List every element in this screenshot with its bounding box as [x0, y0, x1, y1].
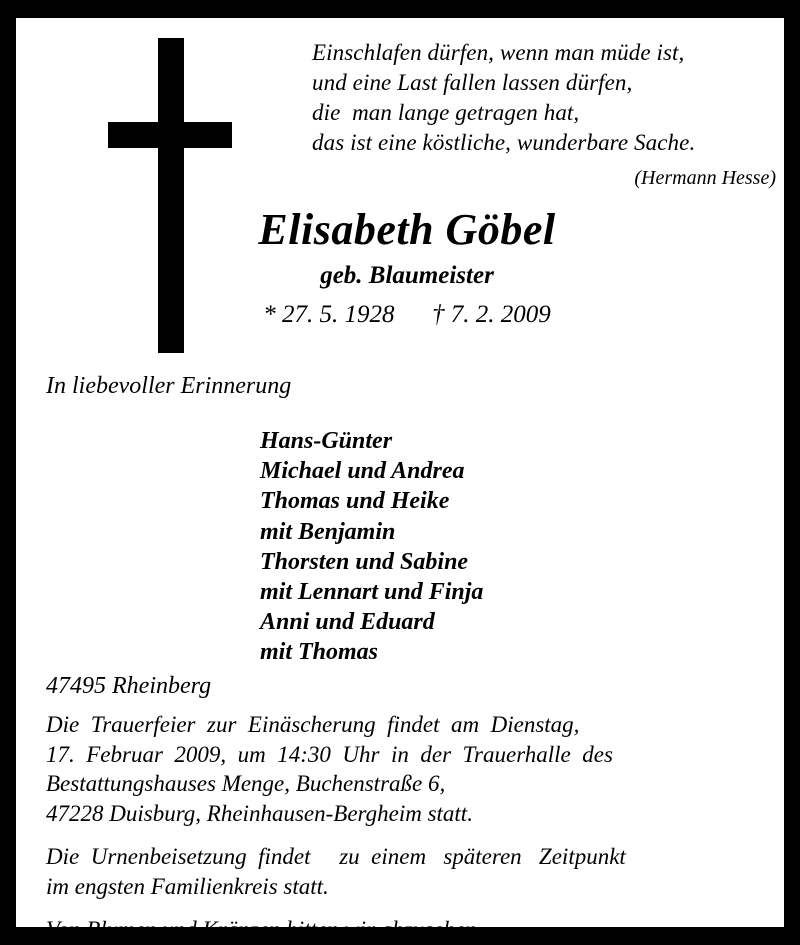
deceased-name: Elisabeth Göbel [258, 205, 556, 254]
obituary-paper [16, 18, 784, 942]
city-line: 47495 Rheinberg [46, 673, 212, 699]
list-item: mit Benjamin [260, 518, 396, 545]
deceased-name-block [16, 203, 784, 335]
list-item: Hans-Günter [260, 428, 393, 454]
list-item: mit Thomas [260, 639, 379, 666]
notices-block [46, 710, 774, 945]
urn-notice-line-1: Die Urnenbeisetzung findet zu einem späteren Zeitpunkt [46, 844, 626, 869]
list-item: Thomas und Heike [260, 488, 450, 515]
list-item: Michael und Andrea [260, 458, 465, 485]
funeral-notice-line-1: Die Trauerfeier zur Einäscherung findet am Dienstag, [46, 712, 580, 737]
list-item: mit Lennart und Finja [260, 579, 484, 606]
funeral-notice [46, 710, 774, 828]
list-item: Anni und Eduard [260, 609, 435, 636]
memory-line: In liebevoller Erinnerung [46, 373, 292, 399]
poem-line-1: Einschlafen dürfen, wenn man müde ist, [312, 40, 685, 65]
flowers-notice: Von Blumen und Kränzen bitten wir abzusehen. [46, 917, 483, 942]
cross-horizontal-bar [108, 122, 232, 148]
funeral-notice-line-4: 47228 Duisburg, Rheinhausen-Bergheim statt. [46, 800, 473, 826]
funeral-notice-line-3: Bestattungshauses Menge, Buchenstraße 6, [46, 771, 446, 796]
urn-notice [46, 842, 774, 901]
deceased-maiden-name: geb. Blaumeister [320, 262, 494, 289]
poem-author: (Hermann Hesse) [634, 167, 776, 189]
urn-notice-line-2: im engsten Familienkreis statt. [46, 873, 329, 899]
poem-line-4: das ist eine köstliche, wunderbare Sache. [312, 130, 696, 155]
survivors-list [260, 426, 483, 668]
poem-block [312, 38, 782, 192]
funeral-notice-line-2: 17. Februar 2009, um 14:30 Uhr in der Trauerhalle des [46, 741, 613, 767]
list-item: Thorsten und Sabine [260, 548, 469, 575]
poem-line-2: und eine Last fallen lassen dürfen, [312, 70, 633, 95]
poem-line-3: die man lange getragen hat, [312, 100, 580, 125]
deceased-life-dates: * 27. 5. 1928 † 7. 2. 2009 [263, 301, 551, 328]
